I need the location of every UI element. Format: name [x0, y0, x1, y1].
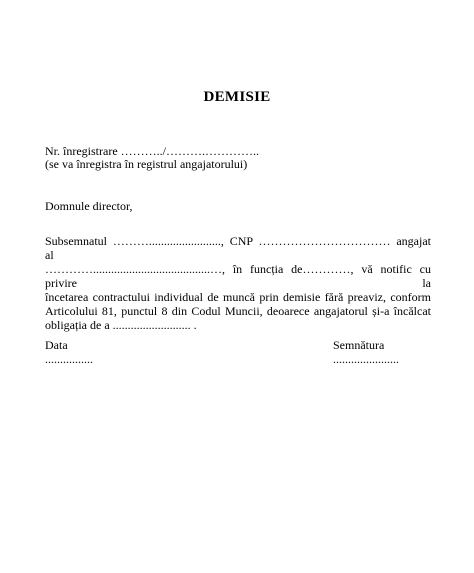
date-label: Data — [45, 338, 68, 352]
body-line-3: încetarea contractului individual de muncă prin demisie fără preaviz, conform — [45, 290, 431, 304]
body-line-4: Articolului 81, punctul 8 din Codul Muncii, deoarece angajatorul și-a încălcat — [45, 304, 431, 318]
registration-note: (se va înregistra în registrul angajatorului) — [45, 157, 248, 171]
registration-number-line: Nr. înregistrare ………../……….………….. — [45, 144, 259, 158]
body-line-2: ………….......................................…, în funcția de…………, vă notific cu privire la — [45, 262, 431, 290]
body-paragraph — [45, 234, 431, 332]
salutation: Domnule director, — [45, 199, 133, 213]
date-block — [45, 338, 93, 366]
signature-label: Semnătura — [333, 338, 385, 352]
date-blank: ................ — [45, 352, 93, 366]
signature-block — [333, 338, 399, 366]
signature-blank: ...................... — [333, 352, 399, 366]
body-line-1: Subsemnatul ………........................, CNP …………………………… angajat al — [45, 234, 431, 262]
body-line-5: obligația de a .......................... . — [45, 318, 197, 332]
document-title: DEMISIE — [203, 89, 271, 105]
